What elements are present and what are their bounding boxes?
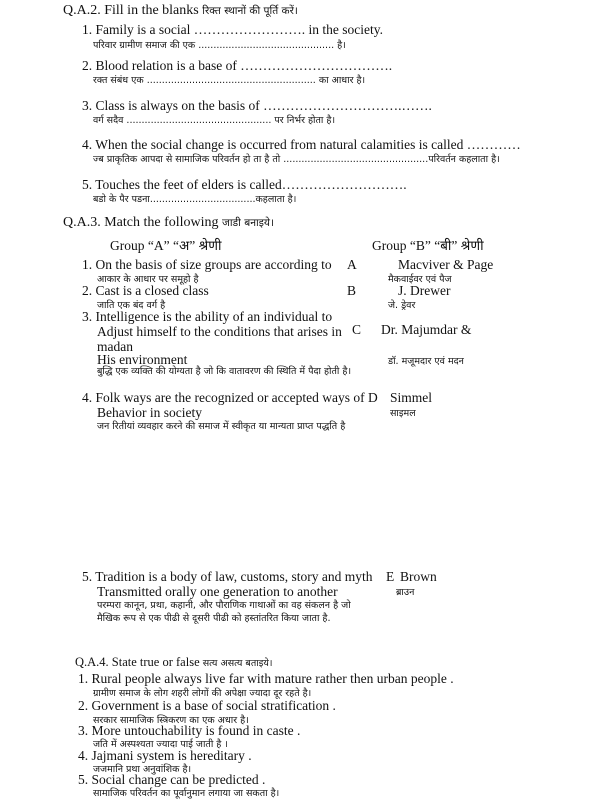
match-row-2: 2. Cast is a closed class (82, 283, 209, 298)
q2-item-2-hindi: रक्त संबंध एक ........................................................ का आधार है। (93, 75, 366, 86)
q2-item-5: 5. Touches the feet of elders is called………………………. (82, 177, 407, 192)
match-answer-a: Macviver & Page (398, 257, 494, 272)
tf-item-3: 3. More untouchability is found in caste . (78, 723, 301, 738)
match-answer-e-hindi: ब्राउन (396, 587, 415, 598)
match-row-3-line-1: 3. Intelligence is the ability of an individual to (82, 309, 333, 324)
match-answer-b-hindi: जे. ड्रेवर (388, 300, 416, 311)
tf-item-3-hindi: जति में अस्पश्यता ज्यादा पाई जाती है । (93, 739, 228, 750)
q2-item-3-hindi: वर्ग सदैव ................................................ पर निर्भर होता है। (93, 115, 336, 126)
tf-item-1: 1. Rural people always live far with mature rather then urban people . (78, 671, 454, 686)
match-letter-a: A (347, 257, 357, 272)
q3-heading: Q.A.3. Match the following जाडी बनाइये। (63, 215, 274, 230)
match-answer-c-hindi: डॉ. मजूमदार एवं मदन (388, 356, 464, 367)
match-answer-b: J. Drewer (398, 283, 451, 298)
tf-item-2-hindi: सरकार सामाजिक स्त्रिकरण का एक अधार है। (93, 715, 249, 726)
tf-item-5: 5. Social change can be predicted . (78, 772, 266, 787)
match-row-1-hindi: आकार के आधार पर समूहो है (97, 274, 199, 285)
group-b-header: Group “B” “बी” श्रेणी (372, 238, 484, 253)
match-answer-e: Brown (400, 569, 437, 584)
match-row-3-line-4: His environment (97, 352, 188, 367)
group-a-header: Group “A” “अ” श्रेणी (110, 238, 222, 253)
q2-item-1: 1. Family is a social ……………………. in the society. (82, 22, 383, 37)
match-row-4-line-2: Behavior in society (97, 405, 202, 420)
match-row-3-hindi: बुद्धि एक व्यक्ति की योग्यता है जो कि वातावरण की स्थिति में पैदा होती है। (97, 366, 352, 377)
match-row-3-line-2: Adjust himself to the conditions that arises in (97, 324, 342, 339)
q2-item-1-hindi: परिवार ग्रामीण समाज की एक ............................................. है। (93, 40, 346, 51)
match-row-1: 1. On the basis of size groups are according to (82, 257, 332, 272)
match-answer-d-hindi: साइमल (390, 408, 416, 419)
q2-item-3: 3. Class is always on the basis of ………………………….……. (82, 98, 432, 113)
match-letter-e: E (386, 569, 395, 584)
tf-item-4-hindi: जजमानि प्रथा अनुवांशिक है। (93, 764, 192, 775)
tf-item-5-hindi: सामाजिक परिवर्तन का पूर्वानुमान लगाया जा सकता है। (93, 788, 280, 799)
match-row-2-hindi: जाति एक बंद वर्ग है (97, 300, 166, 311)
tf-item-4: 4. Jajmani system is hereditary . (78, 748, 252, 763)
q2-item-4-hindi: ज्ब प्राकृतिक आपदा से सामाजिक परिवर्तन हो ता है तो ................................................परिवर्तन कहलाता है। (93, 154, 500, 165)
match-row-5-hindi: परम्परा कानून, प्रथा, कहानी, और पौराणिक गाथाओं का वह संकलन है जो मैखिक रूप से एक पीढी से दूसरी पीढी को हस्तांतरित किया जाता है. (97, 600, 351, 624)
q2-heading: Q.A.2. Fill in the blanks रिक्त स्थानों की पूर्ति करें। (63, 3, 298, 18)
match-row-4-line-1: 4. Folk ways are the recognized or accepted ways of (82, 390, 365, 405)
tf-item-1-hindi: ग्रामीण समाज के लोग शहरी लोगों की अपेक्षा ज्यादा दूर रहते है। (93, 688, 312, 699)
q2-item-5-hindi: बडो के पैर पडना...................................कहलाता है। (93, 194, 297, 205)
match-letter-c: C (352, 322, 362, 337)
match-letter-b: B (347, 283, 357, 298)
q2-item-4: 4. When the social change is occurred from natural calamities is called ………… (82, 137, 521, 152)
match-answer-c: Dr. Majumdar & (381, 322, 472, 337)
tf-item-2: 2. Government is a base of social stratification . (78, 698, 336, 713)
q2-item-2: 2. Blood relation is a base of ……………………………. (82, 58, 393, 73)
match-row-5-line-2: Transmitted orally one generation to another (97, 584, 338, 599)
match-row-3-line-3: madan (97, 339, 133, 354)
match-letter-d: D (368, 390, 378, 405)
q4-heading: Q.A.4. State true or false सत्य असत्य बताइये। (75, 655, 273, 669)
match-row-4-hindi: जन रितीयां व्यवहार करने की समाज में स्वीकृत या मान्यता प्राप्त पद्धति है (97, 421, 346, 432)
match-row-5-line-1: 5. Tradition is a body of law, customs, story and myth (82, 569, 373, 584)
match-answer-a-hindi: मैकवाईवर एवं पैज (388, 274, 452, 285)
match-answer-d: Simmel (390, 390, 433, 405)
